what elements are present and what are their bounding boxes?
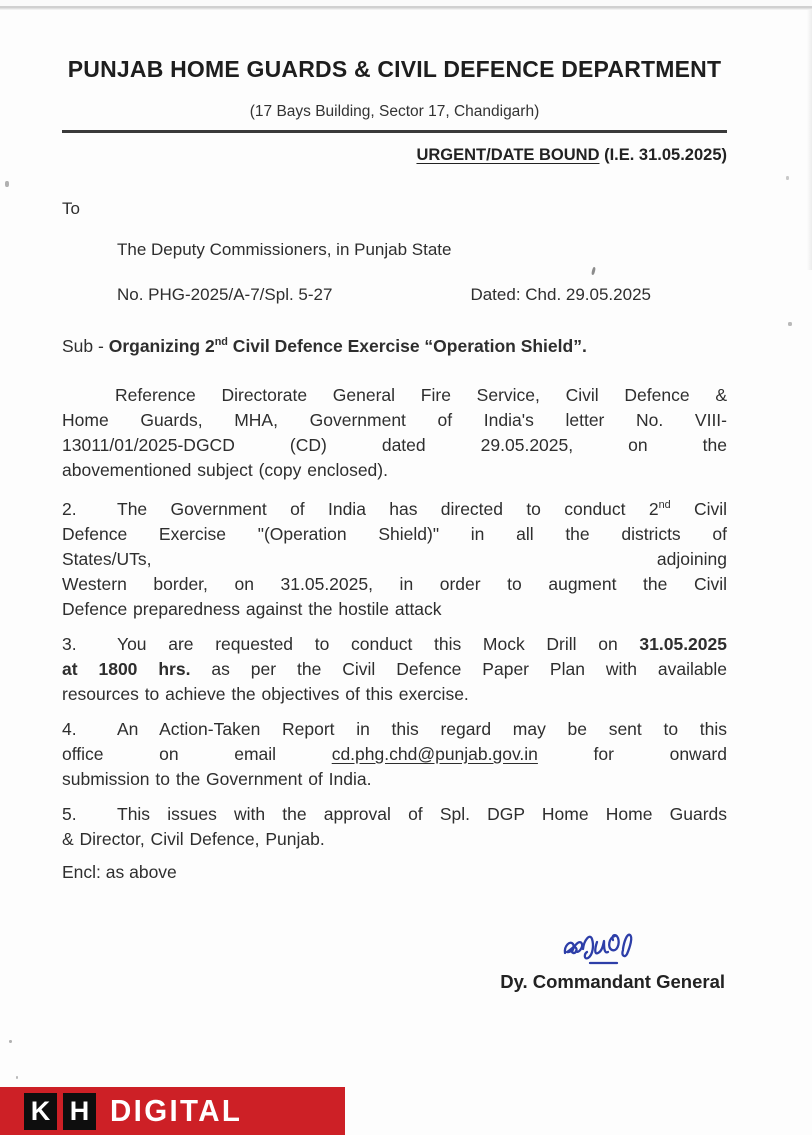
text-run: Civil Defence Exercise “Operation Shield”. bbox=[227, 336, 587, 356]
body-line bbox=[62, 408, 727, 433]
text-run: 13011/01/2025-DGCD (CD) dated 29.05.2025, on the bbox=[62, 435, 727, 455]
text-run: nd bbox=[658, 499, 671, 511]
letter-address: (17 Bays Building, Sector 17, Chandigarh) bbox=[249, 103, 540, 120]
text-run: Western border, on 31.05.2025, in order to augment the Civil bbox=[62, 573, 727, 594]
email-text: cd.phg.chd@punjab.gov.in bbox=[331, 743, 538, 764]
text-run: Sub - bbox=[62, 336, 109, 356]
scan-speck bbox=[16, 1076, 18, 1079]
text-run: Reference Directorate General Fire Service, Civil Defence & bbox=[115, 385, 727, 405]
text-run: Civil bbox=[670, 498, 728, 519]
urgent-line bbox=[62, 146, 727, 165]
text-run: office on email bbox=[62, 743, 332, 764]
text-run: abovementioned subject (copy enclosed). bbox=[62, 460, 388, 480]
urgent-label: URGENT/DATE BOUND bbox=[416, 146, 600, 164]
text-run: submission to the Government of India. bbox=[62, 768, 372, 789]
body-line bbox=[62, 657, 727, 682]
body-line bbox=[62, 493, 727, 522]
brand-banner bbox=[0, 1087, 345, 1135]
text-run: & Director, Civil Defence, Punjab. bbox=[62, 828, 325, 849]
body-line bbox=[62, 742, 727, 767]
scan-speck bbox=[9, 1040, 12, 1043]
text-run: as per the Civil Defence Paper Plan with available bbox=[190, 658, 728, 679]
paragraph bbox=[62, 383, 727, 483]
paragraph-number: 2. bbox=[62, 498, 77, 519]
signature-block bbox=[500, 921, 725, 993]
body-line bbox=[62, 717, 727, 742]
text-run: States/UTs, adjoining bbox=[62, 548, 727, 569]
date-line: Dated: Chd. 29.05.2025 bbox=[470, 285, 651, 304]
text-run: This issues with the approval of Spl. DGP Home Home Guards bbox=[117, 803, 727, 824]
paragraph bbox=[62, 717, 727, 792]
paragraph-number: 3. bbox=[62, 633, 77, 654]
to-label: To bbox=[62, 199, 80, 218]
scan-edge-right bbox=[807, 10, 812, 270]
text-run: Defence preparedness against the hostile attack bbox=[62, 598, 442, 619]
brand-letter-h: H bbox=[63, 1093, 96, 1130]
signatory-title: Dy. Commandant General bbox=[500, 970, 725, 992]
body-line bbox=[62, 802, 727, 827]
paragraph-number: 4. bbox=[62, 718, 77, 739]
recipient-line: The Deputy Commissioners, in Punjab State bbox=[117, 240, 452, 259]
paragraph-number: 5. bbox=[62, 803, 77, 824]
paragraph bbox=[62, 802, 727, 852]
text-run: nd bbox=[214, 336, 228, 349]
text-run: at 1800 hrs. bbox=[62, 658, 191, 679]
text-run: You are requested to conduct this Mock Drill on bbox=[117, 633, 640, 654]
body-line bbox=[62, 383, 727, 408]
text-run: An Action-Taken Report in this regard may be sent to this bbox=[117, 718, 727, 739]
paragraph bbox=[62, 493, 727, 622]
letter-title: PUNJAB HOME GUARDS & CIVIL DEFENCE DEPARTMENT bbox=[67, 56, 722, 82]
body-line bbox=[62, 522, 727, 547]
body-line bbox=[62, 682, 727, 707]
body-line bbox=[62, 597, 727, 622]
text-run: for onward bbox=[537, 743, 727, 764]
scan-speck bbox=[786, 176, 789, 180]
body-line bbox=[62, 827, 727, 852]
text-run: The Government of India has directed to conduct 2 bbox=[117, 498, 659, 519]
body-line bbox=[62, 433, 727, 458]
header-rule bbox=[62, 130, 727, 133]
reference-row bbox=[62, 285, 727, 305]
body-line bbox=[62, 767, 727, 792]
text-run: Organizing 2 bbox=[108, 336, 215, 356]
paragraph bbox=[62, 632, 727, 707]
brand-letter-k: K bbox=[24, 1093, 57, 1130]
reference-number: No. PHG-2025/A-7/Spl. 5-27 bbox=[117, 285, 333, 304]
text-run: Home Guards, MHA, Government of India's letter No. VIII- bbox=[62, 410, 727, 430]
brand-name: DIGITAL bbox=[110, 1093, 243, 1128]
enclosure-note: Encl: as above bbox=[62, 861, 177, 882]
scan-speck bbox=[5, 181, 9, 187]
subject-line bbox=[62, 336, 727, 357]
text-run: 31.05.2025 bbox=[639, 633, 727, 654]
signature-scribble-icon bbox=[557, 921, 669, 969]
body-line bbox=[62, 458, 727, 483]
body-line bbox=[62, 632, 727, 657]
urgent-date: (I.E. 31.05.2025) bbox=[599, 146, 727, 164]
scan-speck bbox=[788, 322, 792, 326]
text-run: Defence Exercise "(Operation Shield)" in all the districts of bbox=[62, 523, 727, 544]
letter-page bbox=[62, 0, 727, 993]
letter-body bbox=[62, 383, 727, 852]
body-line bbox=[62, 547, 727, 572]
body-line bbox=[62, 572, 727, 597]
text-run: resources to achieve the objectives of this exercise. bbox=[62, 683, 469, 704]
